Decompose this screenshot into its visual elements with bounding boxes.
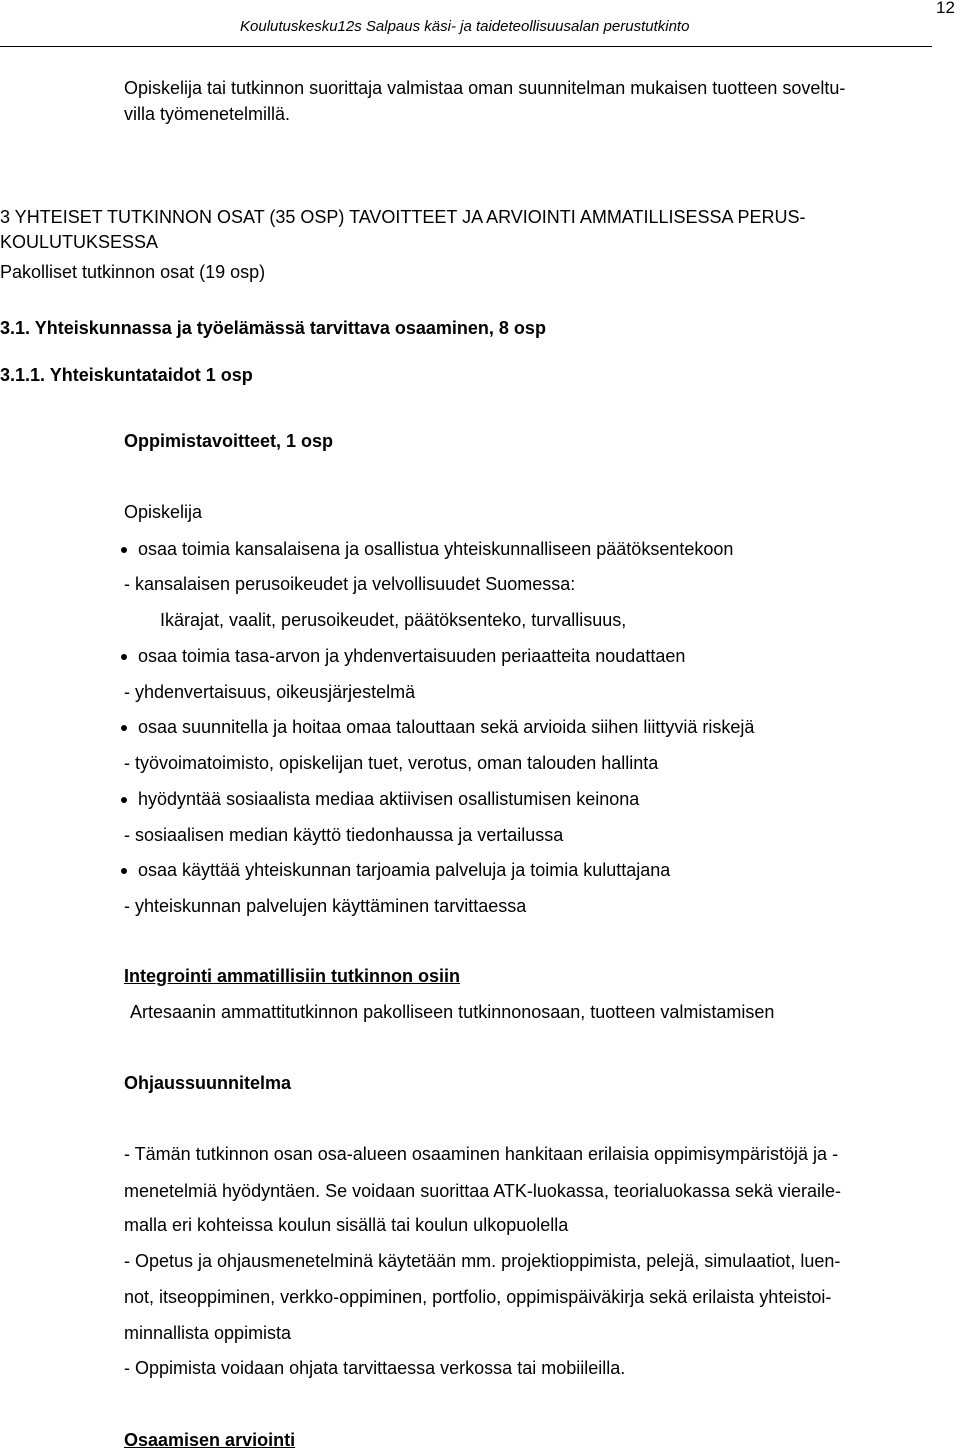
- objective-detail: - sosiaalisen median käyttö tiedonhaussa ja vertailussa: [124, 825, 564, 845]
- header-divider: [0, 46, 932, 47]
- objective-bullet: hyödyntää sosiaalista mediaa aktiivisen osallistumisen keinona: [138, 789, 640, 809]
- objective-detail: - työvoimatoimisto, opiskelijan tuet, verotus, oman talouden hallinta: [124, 753, 659, 773]
- objective-bullet: osaa käyttää yhteiskunnan tarjoamia palveluja ja toimia kuluttajana: [138, 860, 671, 880]
- guidance-line: minnallista oppimista: [124, 1323, 292, 1343]
- subsection-title: 3.1. Yhteiskunnassa ja työelämässä tarvittava osaaminen, 8 osp: [0, 318, 546, 338]
- guidance-heading: Ohjaussuunnitelma: [124, 1073, 292, 1093]
- section-subtitle: Pakolliset tutkinnon osat (19 osp): [0, 262, 266, 282]
- guidance-line: not, itseoppiminen, verkko-oppiminen, portfolio, oppimispäiväkirja sekä erilaista yhteistoi-: [124, 1287, 832, 1307]
- guidance-line: menetelmiä hyödyntäen. Se voidaan suorittaa ATK-luokassa, teorialuokassa sekä vieraile-: [124, 1181, 842, 1201]
- integration-heading: Integrointi ammatillisiin tutkinnon osiin: [124, 966, 461, 986]
- intro-line: Opiskelija tai tutkinnon suorittaja valmistaa oman suunnitelman mukaisen tuotteen soveltu-: [124, 78, 846, 98]
- objective-detail: - yhteiskunnan palvelujen käyttäminen tarvittaessa: [124, 896, 527, 916]
- integration-text: Artesaanin ammattitutkinnon pakolliseen tutkinnonosaan, tuotteen valmistamisen: [130, 1002, 775, 1022]
- objective-bullet: osaa toimia tasa-arvon ja yhdenvertaisuuden periaatteita noudattaen: [138, 646, 686, 666]
- objective-bullet: osaa suunnitella ja hoitaa omaa talouttaan sekä arvioida siihen liittyviä riskejä: [138, 717, 755, 737]
- header-title: Koulutuskesku12s Salpaus käsi- ja taideteollisuusalan perustutkinto: [240, 18, 690, 35]
- intro-line: villa työmenetelmillä.: [124, 104, 291, 124]
- objectives-heading: Oppimistavoitteet, 1 osp: [124, 431, 334, 451]
- guidance-line: - Opetus ja ohjausmenetelminä käytetään mm. projektioppimista, pelejä, simulaatiot, luen-: [124, 1251, 841, 1271]
- objective-detail: - kansalaisen perusoikeudet ja velvollisuudet Suomessa:: [124, 574, 576, 594]
- guidance-line: - Oppimista voidaan ohjata tarvittaessa verkossa tai mobiileilla.: [124, 1358, 626, 1378]
- objective-detail: Ikärajat, vaalit, perusoikeudet, päätöksenteko, turvallisuus,: [160, 610, 627, 630]
- objective-bullet: osaa toimia kansalaisena ja osallistua yhteiskunnalliseen päätöksentekoon: [138, 539, 734, 559]
- section-title: KOULUTUKSESSA: [0, 232, 159, 252]
- subsection-title: 3.1.1. Yhteiskuntataidot 1 osp: [0, 365, 253, 385]
- guidance-line: - Tämän tutkinnon osan osa-alueen osaaminen hankitaan erilaisia oppimisympäristöjä ja -: [124, 1144, 839, 1164]
- objectives-subject: Opiskelija: [124, 502, 203, 522]
- guidance-line: malla eri kohteissa koulun sisällä tai koulun ulkopuolella: [124, 1215, 569, 1235]
- page-number: 12: [936, 0, 955, 17]
- assessment-heading: Osaamisen arviointi: [124, 1430, 296, 1450]
- objective-detail: - yhdenvertaisuus, oikeusjärjestelmä: [124, 682, 416, 702]
- section-title: 3 YHTEISET TUTKINNON OSAT (35 OSP) TAVOITTEET JA ARVIOINTI AMMATILLISESSA PERUS-: [0, 207, 806, 227]
